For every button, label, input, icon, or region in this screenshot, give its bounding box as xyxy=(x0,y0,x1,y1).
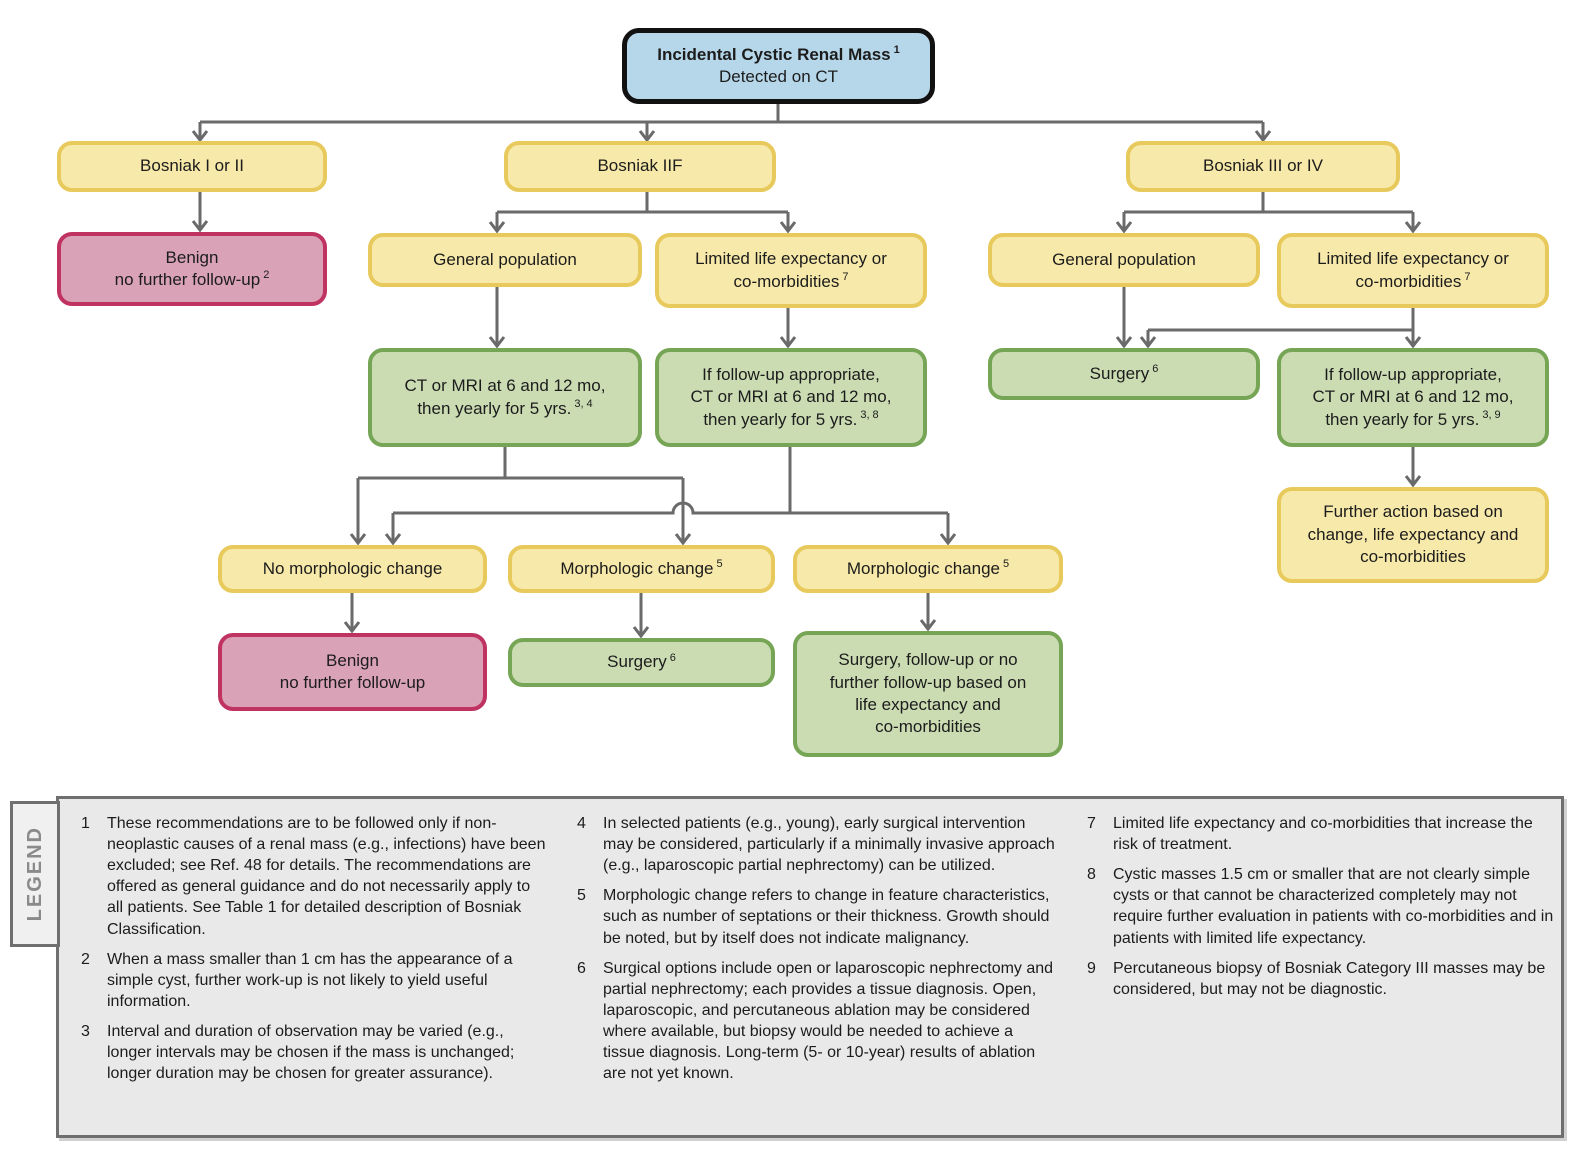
legend-item-4 xyxy=(577,813,1059,876)
node-limited-life-expectancy-iif xyxy=(655,233,927,308)
node-label: General population xyxy=(1052,249,1196,269)
legend-item-1 xyxy=(81,813,549,940)
node-label: Limited life expectancy or xyxy=(1317,249,1509,269)
node-label: Bosniak III or IV xyxy=(1203,156,1323,176)
legend-item-text: These recommendations are to be followed only if non-neoplastic causes of a renal mass (e.g., infections) have been excluded; see Ref. 48 for details. The recommendations are offered as general guidance and do not necessarily apply to all patients. See Table 1 for detailed description of Bosniak Classification. xyxy=(107,815,546,938)
node-surgery-mid xyxy=(508,638,775,687)
node-label: then yearly for 5 yrs. $^{3, 8}$ xyxy=(703,409,879,429)
node-incidental-cystic-renal-mass xyxy=(622,28,935,104)
node-bosniak-iii-or-iv xyxy=(1126,141,1400,192)
node-morphologic-change-mid xyxy=(508,545,775,593)
legend-column-2 xyxy=(577,813,1059,1093)
legend-item-6 xyxy=(577,958,1059,1085)
node-label: co-morbidities $^7$ xyxy=(733,270,849,291)
node-label: no further follow-up xyxy=(279,673,426,692)
legend-item-text: Interval and duration of observation may be varied (e.g., longer intervals may be chosen if the mass is unchanged; longer duration may be chosen for greater assurance). xyxy=(107,1022,515,1083)
node-title-line: Incidental Cystic Renal Mass $^1$ xyxy=(657,43,900,64)
legend-item-text: When a mass smaller than 1 cm has the appearance of a simple cyst, further work-up is not likely to yield useful information. xyxy=(107,950,513,1010)
node-label: Bosniak I or II xyxy=(140,156,244,176)
legend-item-text: Surgical options include open or laparoscopic nephrectomy and partial nephrectomy; each provides a tissue diagnosis. Open, laparoscopic, and percutaneous ablation may be considered where available, but biopsy would be needed to achieve a tissue diagnosis. Long-term (5- or 10-year) results of ablation are not yet known. xyxy=(603,959,1054,1083)
node-surgery-or-followup-decision xyxy=(793,631,1063,757)
legend-item-9 xyxy=(1087,958,1555,1000)
node-label: Surgery, follow-up or no xyxy=(838,650,1018,670)
node-if-followup-appropriate-iii-iv xyxy=(1277,348,1549,447)
legend-column-3 xyxy=(1087,813,1555,1009)
node-label: no further follow-up $^2$ xyxy=(114,269,270,289)
legend-item-text: Morphologic change refers to change in feature characteristics, such as number of septations or their thickness. Growth should be noted, but by itself does not indicate malignancy. xyxy=(603,887,1050,947)
legend-item-number: 8 xyxy=(1087,866,1096,884)
legend-item-text: In selected patients (e.g., young), early surgical intervention may be considered, particularly if a minimally invasive approach (e.g., laparoscopic partial nephrectomy) can be utilized. xyxy=(603,815,1055,875)
legend-item-number: 3 xyxy=(81,1022,90,1040)
node-label: No morphologic change xyxy=(262,558,443,578)
legend-tab-label: LEGEND xyxy=(23,826,46,922)
node-label: If follow-up appropriate, xyxy=(702,364,880,384)
node-label: Morphologic change $^5$ xyxy=(846,558,1010,578)
node-label: life expectancy and xyxy=(855,695,1001,714)
node-label: co-morbidities xyxy=(875,717,981,737)
node-benign-no-followup-top xyxy=(57,232,327,306)
node-general-population-iii-iv xyxy=(988,233,1260,287)
node-label: If follow-up appropriate, xyxy=(1324,364,1502,384)
node-ct-mri-followup-iif-general xyxy=(368,348,642,447)
node-label: change, life expectancy and xyxy=(1307,524,1519,544)
legend-item-3 xyxy=(81,1021,549,1084)
legend-item-number: 9 xyxy=(1087,959,1096,977)
node-surgery-iii-iv xyxy=(988,348,1260,400)
legend-item-2 xyxy=(81,949,549,1012)
node-label: Bosniak IIF xyxy=(597,156,683,176)
node-label: co-morbidities $^7$ xyxy=(1355,270,1471,291)
node-morphologic-change-right xyxy=(793,545,1063,593)
node-title-subline: Detected on CT xyxy=(718,67,839,86)
node-label: then yearly for 5 yrs. $^{3, 9}$ xyxy=(1325,409,1501,429)
legend-item-8 xyxy=(1087,864,1555,948)
node-label: Surgery $^6$ xyxy=(1089,363,1159,383)
legend-item-text: Cystic masses 1.5 cm or smaller that are not clearly simple cysts or that cannot be characterized completely may not require further evaluation in patients with co-morbidities and in patients with limited life expectancy. xyxy=(1113,866,1554,947)
legend-tab xyxy=(10,801,60,947)
legend-item-text: Limited life expectancy and co-morbidities that increase the risk of treatment. xyxy=(1113,815,1533,854)
node-label: Surgery $^6$ xyxy=(607,651,676,672)
node-benign-no-followup-bottom xyxy=(218,633,487,711)
node-general-population-iif xyxy=(368,233,642,287)
node-label: General population xyxy=(433,249,577,269)
legend-panel xyxy=(56,796,1564,1138)
legend-item-number: 7 xyxy=(1087,815,1096,832)
legend-item-number: 1 xyxy=(81,815,90,832)
node-label: Morphologic change $^5$ xyxy=(560,558,723,578)
legend-item-number: 2 xyxy=(81,950,90,968)
node-bosniak-iif xyxy=(504,141,776,192)
node-label: CT or MRI at 6 and 12 mo, xyxy=(690,387,892,407)
legend-column-1 xyxy=(81,813,549,1093)
legend-item-text: Percutaneous biopsy of Bosniak Category III masses may be considered, but may not be diagnostic. xyxy=(1113,959,1546,998)
legend-item-number: 5 xyxy=(577,887,586,905)
node-no-morphologic-change xyxy=(218,545,487,593)
node-label: CT or MRI at 6 and 12 mo, xyxy=(404,376,606,396)
node-if-followup-appropriate-iif xyxy=(655,348,927,447)
legend-item-number: 6 xyxy=(577,959,586,977)
legend-item-number: 4 xyxy=(577,815,586,832)
node-label: then yearly for 5 yrs. $^{3, 4}$ xyxy=(417,397,593,418)
node-label: Limited life expectancy or xyxy=(695,249,887,269)
legend-item-5 xyxy=(577,885,1059,948)
node-label: co-morbidities xyxy=(1360,547,1466,567)
node-label: Further action based on xyxy=(1323,502,1503,522)
node-further-action xyxy=(1277,487,1549,583)
node-bosniak-i-or-ii xyxy=(57,141,327,192)
node-label: further follow-up based on xyxy=(829,672,1027,692)
node-label: Benign xyxy=(326,650,379,670)
node-label: Benign xyxy=(165,247,219,267)
legend-item-7 xyxy=(1087,813,1555,855)
node-limited-life-expectancy-iii-iv xyxy=(1277,233,1549,308)
node-label: CT or MRI at 6 and 12 mo, xyxy=(1312,387,1514,407)
